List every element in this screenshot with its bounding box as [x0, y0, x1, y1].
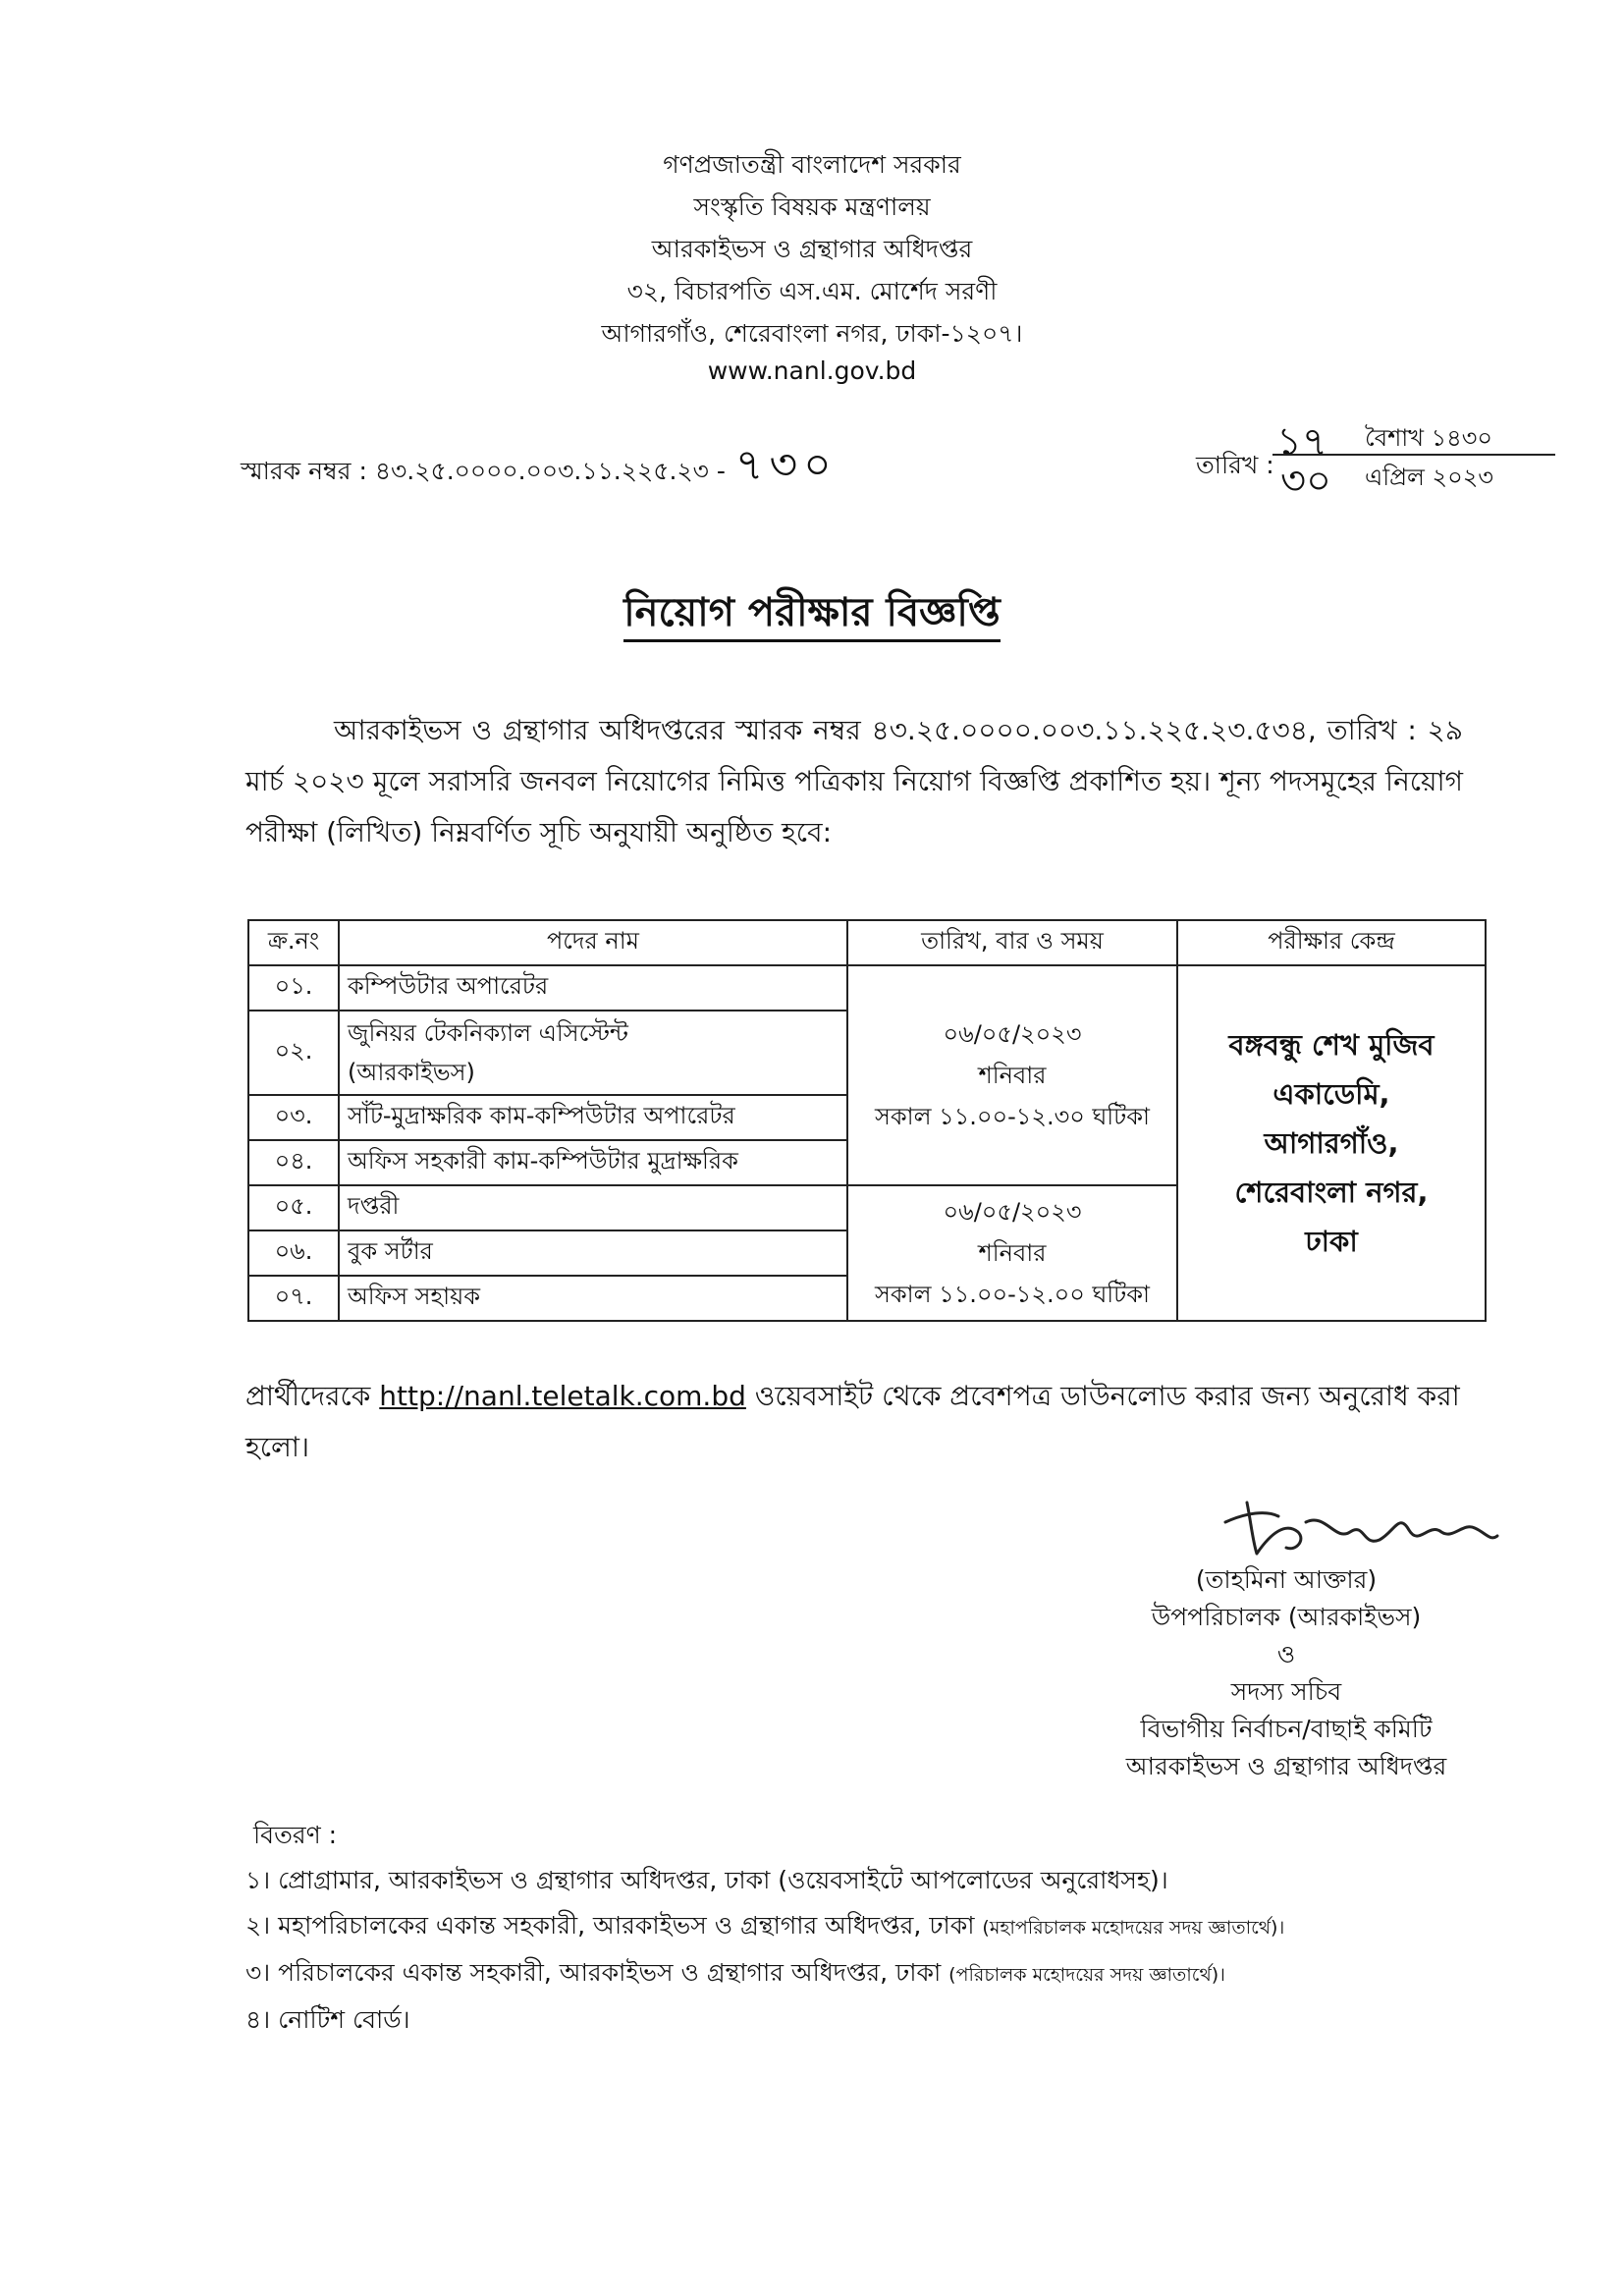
schedule-2-time: সকাল ১১.০০-১২.০০ ঘটিকা — [875, 1281, 1150, 1308]
exam-schedule-table — [247, 919, 1487, 1322]
address-line-2: আগারগাঁও, শেরেবাংলা নগর, ঢাকা-১২০৭। — [601, 319, 1023, 348]
venue-line-5: ঢাকা — [1305, 1225, 1358, 1258]
bangla-month-year: বৈশাখ ১৪৩০ — [1365, 424, 1492, 452]
memo-label: স্মারক নম্বর : ৪৩.২৫.০০০০.০০৩.১১.২২৫.২৩ - — [241, 457, 726, 485]
list-item: ৩। পরিচালকের একান্ত সহকারী, আরকাইভস ও গ্রন্থাগার অধিদপ্তর, ঢাকা (পরিচালক মহোদয়ের সদয় জ্ঞাতার্থে)। — [245, 1958, 1225, 1987]
schedule-2-date: ০৬/০৫/২০২৩ — [943, 1198, 1082, 1226]
signatory-committee: বিভাগীয় নির্বাচন/বাছাই কমিটি — [1140, 1715, 1433, 1743]
intro-paragraph: আরকাইভস ও গ্রন্থাগার অধিদপ্তরের স্মারক নম্বর ৪৩.২৫.০০০০.০০৩.১১.২২৫.২৩.৫৩৪, তারিখ : ২৯ মার্চ ২০২৩ মূলে সরাসরি জনবল নিয়োগের নিমিত্ত পত্রিকায় নিয়োগ বিজ্ঞপ্তি প্রকাশিত হয়। শূন্য পদসমূহের নিয়োগ পরীক্ষা (লিখিত) নিম্নবর্ণিত সূচি অনুযায়ী অনুষ্ঠিত হবে: — [245, 714, 1463, 848]
distribution-list — [245, 1813, 1522, 2043]
signatory-conjunction: ও — [1276, 1640, 1296, 1668]
english-month-year: এপ্রিল ২০২৩ — [1365, 464, 1493, 491]
post-name: অফিস সহায়ক — [339, 1276, 847, 1321]
post-name: দপ্তরী — [339, 1185, 847, 1230]
schedule-1-day: শনিবার — [978, 1062, 1047, 1089]
header-post: পদের নাম — [339, 920, 847, 965]
signatory-role: সদস্য সচিব — [1230, 1677, 1342, 1706]
header-schedule: তারিখ, বার ও সময় — [847, 920, 1177, 965]
memo-handwritten-number: ৭৩০ — [734, 440, 838, 490]
schedule-1-date: ০৬/০৫/২০২৩ — [943, 1020, 1082, 1048]
list-item: ৪। নোটিশ বোর্ড। — [245, 2005, 410, 2034]
row-number: ০২. — [248, 1011, 339, 1095]
post-name: বুক সর্টার — [339, 1230, 847, 1276]
row-number: ০৭. — [248, 1276, 339, 1321]
distribution-heading: বিতরণ : — [253, 1821, 338, 1849]
row-number: ০৫. — [248, 1185, 339, 1230]
notice-title: নিয়োগ পরীক্ষার বিজ্ঞপ্তি — [0, 581, 1624, 647]
post-name: জুনিয়র টেকনিক্যাল এসিস্টেন্ট (আরকাইভস) — [339, 1011, 847, 1095]
schedule-2-day: শনিবার — [978, 1239, 1047, 1267]
schedule-cell-1 — [847, 965, 1177, 1185]
venue-line-3: আগারগাঁও, — [1264, 1126, 1399, 1160]
row-number: ০৪. — [248, 1140, 339, 1185]
date-label: তারিখ : — [1196, 451, 1274, 479]
note-after: ওয়েবসাইট থেকে প্রবেশপত্র ডাউনলোড করার জন্য অনুরোধ করা হলো। — [245, 1380, 1460, 1463]
note-before: প্রার্থীদেরকে — [245, 1380, 371, 1412]
row-number: ০৬. — [248, 1230, 339, 1276]
row-number: ০৩. — [248, 1095, 339, 1140]
list-item: ১। প্রোগ্রামার, আরকাইভস ও গ্রন্থাগার অধিদপ্তর, ঢাকা (ওয়েবসাইটে আপলোডের অনুরোধসহ)। — [245, 1866, 1168, 1894]
table-row — [248, 965, 1486, 1011]
teletalk-link[interactable]: http://nanl.teletalk.com.bd — [379, 1380, 746, 1412]
venue-line-2: একাডেমি, — [1272, 1077, 1390, 1111]
schedule-cell-2 — [847, 1185, 1177, 1321]
ministry-name: সংস্কৃতি বিষয়ক মন্ত্রণালয় — [693, 192, 931, 221]
signatory-name: (তাহমিনা আক্তার) — [1195, 1565, 1378, 1594]
post-name: সাঁট-মুদ্রাক্ষরিক কাম-কম্পিউটার অপারেটর — [339, 1095, 847, 1140]
admit-card-note — [245, 1371, 1463, 1473]
address-line-1: ৩২, বিচারপতি এস.এম. মোর্শেদ সরণী — [626, 277, 998, 305]
govt-name: গণপ্রজাতন্ত্রী বাংলাদেশ সরকার — [663, 150, 961, 179]
signatory-office: আরকাইভস ও গ্রন্থাগার অধিদপ্তর — [1125, 1752, 1447, 1780]
row-number: ০১. — [248, 965, 339, 1011]
department-name: আরকাইভস ও গ্রন্থাগার অধিদপ্তর — [651, 235, 973, 263]
signatory-designation: উপপরিচালক (আরকাইভস) — [1151, 1603, 1422, 1631]
list-item: ২। মহাপরিচালকের একান্ত সহকারী, আরকাইভস ও গ্রন্থাগার অধিদপ্তর, ঢাকা (মহাপরিচালক মহোদয়ের সদয় জ্ঞাতার্থে)। — [245, 1911, 1285, 1940]
schedule-1-time: সকাল ১১.০০-১২.৩০ ঘটিকা — [875, 1103, 1150, 1130]
bangla-day-handwritten: ১৭ — [1276, 419, 1327, 465]
venue-cell — [1177, 965, 1486, 1321]
signatory-block — [1051, 1561, 1522, 1785]
website: www.nanl.gov.bd — [707, 356, 917, 385]
signature-image — [1218, 1493, 1502, 1571]
venue-line-1: বঙ্গবন্ধু শেখ মুজিব — [1228, 1028, 1435, 1062]
post-name: অফিস সহকারী কাম-কম্পিউটার মুদ্রাক্ষরিক — [339, 1140, 847, 1185]
venue-line-4: শেরেবাংলা নগর, — [1234, 1175, 1429, 1209]
header-serial: ক্র.নং — [248, 920, 339, 965]
english-day-handwritten: ৩০ — [1280, 459, 1332, 504]
header-venue: পরীক্ষার কেন্দ্র — [1177, 920, 1486, 965]
memo-number — [241, 432, 838, 504]
post-name: কম্পিউটার অপারেটর — [339, 965, 847, 1011]
